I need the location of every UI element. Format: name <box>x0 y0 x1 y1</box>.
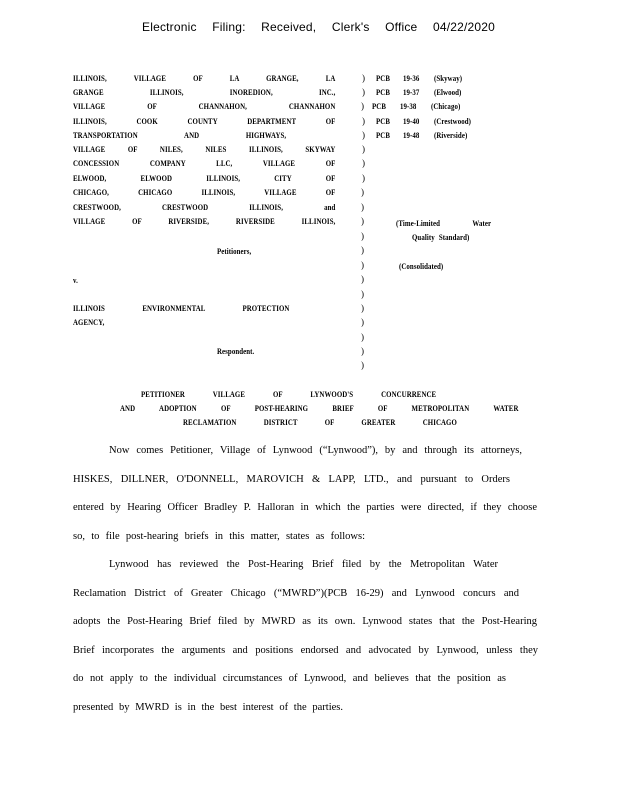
petitioner-line: ELWOOD, ELWOOD ILLINOIS, CITY OF <box>73 174 336 183</box>
case-pcb: PCB <box>376 117 390 126</box>
paren: ) <box>362 173 365 183</box>
body-line: HISKES, DILLNER, O'DONNELL, MAROVICH & LAPP, LTD., and pursuant to Orders <box>73 474 510 485</box>
body-line: Lynwood has reviewed the Post-Hearing Brief filed by the Metropolitan Water <box>109 559 498 570</box>
versus-label: v. <box>73 276 78 285</box>
body-line: entered by Hearing Officer Bradley P. Halloran in which the parties were directed, if they choose <box>73 502 537 513</box>
paren: ) <box>362 87 365 97</box>
petitioner-line: ILLINOIS, COOK COUNTY DEPARTMENT OF <box>73 117 336 126</box>
petitioners-label: Petitioners, <box>217 247 252 256</box>
body-line: Brief incorporates the arguments and positions endorsed and advocated by Lynwood, unless they <box>73 645 538 656</box>
respondent-line: AGENCY, <box>73 318 105 327</box>
petitioner-line: GRANGE ILLINOIS, INOREDION, INC., <box>73 88 336 97</box>
filing-stamp-header: Electronic Filing: Received, Clerk's Office 04/22/2020 <box>142 20 496 34</box>
paren: ) <box>361 332 364 342</box>
case-name: (Elwood) <box>434 88 462 97</box>
paren: ) <box>361 260 364 270</box>
petitioner-line: VILLAGE OF RIVERSIDE, RIVERSIDE ILLINOIS, <box>73 217 336 226</box>
paren: ) <box>362 73 365 83</box>
petitioner-line: CONCESSION COMPANY LLC, VILLAGE OF <box>73 159 336 168</box>
body-line: Now comes Petitioner, Village of Lynwood (“Lynwood”), by and through its attorneys, <box>109 445 522 456</box>
paren: ) <box>361 187 364 197</box>
body-line: Reclamation District of Greater Chicago (“MWRD”)(PCB 16-29) and Lynwood concurs and <box>73 588 519 599</box>
case-pcb: PCB <box>376 74 390 83</box>
paren: ) <box>361 360 364 370</box>
quality-standard-label: Quality Standard) <box>412 233 470 242</box>
petitioner-line: VILLAGE OF CHANNAHON, CHANNAHON <box>73 102 336 111</box>
petitioner-line: CRESTWOOD, CRESTWOOD ILLINOIS, and <box>73 203 336 212</box>
paren: ) <box>361 231 364 241</box>
paren: ) <box>361 303 364 313</box>
time-limited-label: (Time-Limited Water <box>396 219 492 228</box>
paren: ) <box>361 245 364 255</box>
case-pcb: PCB <box>376 131 390 140</box>
case-name: (Skyway) <box>434 74 463 83</box>
case-number: 19-36 <box>403 74 420 83</box>
title-line-1: PETITIONER VILLAGE OF LYNWOOD'S CONCURRENCE <box>141 390 437 399</box>
body-line: do not apply to the individual circumstances of Lynwood, and believes that the position as <box>73 673 506 684</box>
paren: ) <box>362 144 365 154</box>
case-number: 19-40 <box>403 117 420 126</box>
case-number: 19-38 <box>400 102 417 111</box>
respondent-line: ILLINOIS ENVIRONMENTAL PROTECTION <box>73 304 290 313</box>
paren: ) <box>361 317 364 327</box>
petitioner-line: VILLAGE OF NILES, NILES ILLINOIS, SKYWAY <box>73 145 336 154</box>
case-pcb: PCB <box>372 102 386 111</box>
title-line-2: AND ADOPTION OF POST-HEARING BRIEF OF METROPOLITAN WATER <box>120 404 519 413</box>
petitioner-line: CHICAGO, CHICAGO ILLINOIS, VILLAGE OF <box>73 188 336 197</box>
body-line: so, to file post-hearing briefs in this matter, states as follows: <box>73 531 365 542</box>
case-name: (Crestwood) <box>434 117 472 126</box>
case-pcb: PCB <box>376 88 390 97</box>
body-line: adopts the Post-Hearing Brief filed by MWRD as its own. Lynwood states that the Post-Hearing <box>73 616 537 627</box>
case-number: 19-48 <box>403 131 420 140</box>
consolidated-label: (Consolidated) <box>399 262 444 271</box>
paren: ) <box>361 216 364 226</box>
paren: ) <box>362 116 365 126</box>
paren: ) <box>361 346 364 356</box>
petitioner-line: TRANSPORTATION AND HIGHWAYS, <box>73 131 287 140</box>
body-line: presented by MWRD is in the best interest of the parties. <box>73 702 343 713</box>
title-line-3: RECLAMATION DISTRICT OF GREATER CHICAGO <box>183 418 457 427</box>
case-name: (Chicago) <box>431 102 461 111</box>
paren: ) <box>362 158 365 168</box>
respondent-label: Respondent. <box>217 347 255 356</box>
paren: ) <box>361 202 364 212</box>
paren: ) <box>361 289 364 299</box>
case-name: (Riverside) <box>434 131 468 140</box>
paren: ) <box>362 130 365 140</box>
paren: ) <box>361 274 364 284</box>
petitioner-line: ILLINOIS, VILLAGE OF LA GRANGE, LA <box>73 74 336 83</box>
paren: ) <box>361 101 364 111</box>
case-number: 19-37 <box>403 88 420 97</box>
